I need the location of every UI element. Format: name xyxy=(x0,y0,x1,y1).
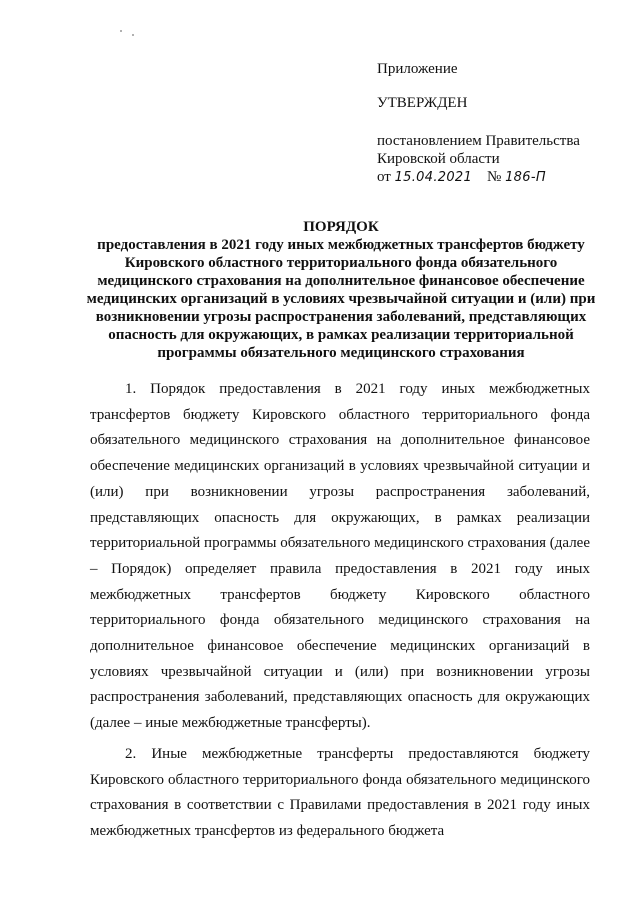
title-subheading: предоставления в 2021 году иных межбюджетных трансфертов бюджету Кировского областного территориального фонда обязательного медицинского страхования на дополнительное финансовое обеспечение медицинских организаций в условиях чрезвычайной ситуации и (или) при возникновении угрозы распространения заболеваний, представляющих опасность для окружающих, в рамках реализации территориальной программы обязательного медицинского страхования xyxy=(86,237,596,361)
document-body xyxy=(90,377,590,850)
resolution-line-1: постановлением Правительства xyxy=(377,133,580,149)
paragraph-1: 1. Порядок предоставления в 2021 году иных межбюджетных трансфертов бюджету Кировского областного территориального фонда обязательного медицинского страхования на дополнительное финансовое обеспечение медицинских организаций в условиях чрезвычайной ситуации и (или) при возникновении угрозы распространения заболеваний, представляющих опасность для окружающих, в рамках реализации территориальной программы обязательного медицинского страхования (далее – Порядок) определяет правила предоставления в 2021 году иных межбюджетных трансфертов бюджету Кировского областного территориального фонда обязательного медицинского страхования на дополнительное финансовое обеспечение медицинских организаций в условиях чрезвычайной ситуации и (или) при возникновении угрозы распространения заболеваний, представляющих опасность для окружающих (далее – иные межбюджетные трансферты). xyxy=(90,381,590,732)
approved-label: УТВЕРЖДЕН xyxy=(377,95,468,111)
document-title xyxy=(80,218,602,362)
handwritten-number: 186-П xyxy=(505,170,546,185)
date-prefix: от xyxy=(377,169,391,185)
approval-block xyxy=(377,60,627,187)
number-prefix: № xyxy=(487,169,502,185)
handwritten-date: 15.04.2021 xyxy=(394,170,473,185)
resolution-date-line xyxy=(377,168,627,187)
scan-speck xyxy=(120,30,122,32)
title-heading: ПОРЯДОК xyxy=(303,219,379,235)
resolution-line-2: Кировской области xyxy=(377,151,500,167)
scan-speck xyxy=(132,34,134,36)
appendix-label: Приложение xyxy=(377,61,458,77)
paragraph-2: 2. Иные межбюджетные трансферты предоставляются бюджету Кировского областного территориального фонда обязательного медицинского страхования в соответствии с Правилами предоставления в 2021 году иных межбюджетных трансфертов из федерального бюджета xyxy=(90,745,590,839)
